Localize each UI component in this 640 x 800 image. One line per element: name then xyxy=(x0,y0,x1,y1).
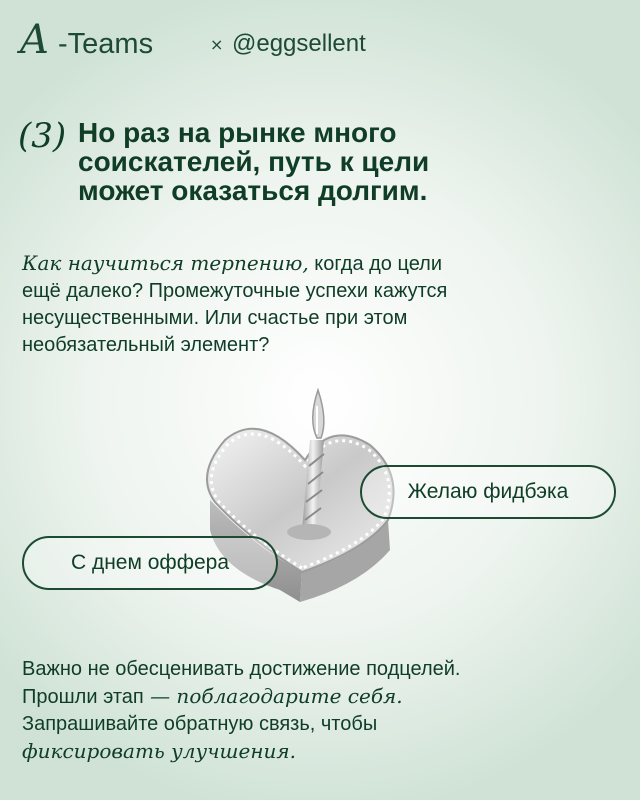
headline-line: Но раз на рынке много xyxy=(78,117,397,148)
outro-italic: — поблагодарите себя. xyxy=(143,684,403,708)
intro-text: когда до цели xyxy=(308,253,442,275)
outro-text: Важно не обесценивать достижение подцелей. xyxy=(22,658,461,680)
outro-italic: фиксировать улучшения. xyxy=(22,739,296,763)
headline xyxy=(78,118,618,205)
outro-text: Запрашивайте обратную связь, чтобы xyxy=(22,713,378,735)
brand-header xyxy=(20,14,440,64)
brand-logo-word: -Teams xyxy=(58,28,154,60)
offer-day-pill: С днем оффера xyxy=(22,536,278,590)
brand-logo-initial: A xyxy=(20,17,49,63)
headline-line: соискателей, путь к цели xyxy=(78,146,430,177)
brand-separator: × xyxy=(210,35,224,54)
brand-handle: @eggsellent xyxy=(232,30,366,57)
outro-text: Прошли этап xyxy=(22,686,144,708)
headline-line: может оказаться долгим. xyxy=(78,175,428,206)
outro-paragraph xyxy=(22,656,622,765)
intro-text: несущественными. Или счастье при этом xyxy=(22,307,408,329)
intro-paragraph xyxy=(22,250,602,359)
wish-feedback-pill: Желаю фидбэка xyxy=(360,465,616,519)
intro-text: ещё далеко? Промежуточные успехи кажутся xyxy=(22,280,448,302)
intro-text: необязательный элемент? xyxy=(22,334,270,356)
slide-number: (3) xyxy=(18,116,67,156)
intro-italic: Как научиться терпению, xyxy=(22,251,309,275)
